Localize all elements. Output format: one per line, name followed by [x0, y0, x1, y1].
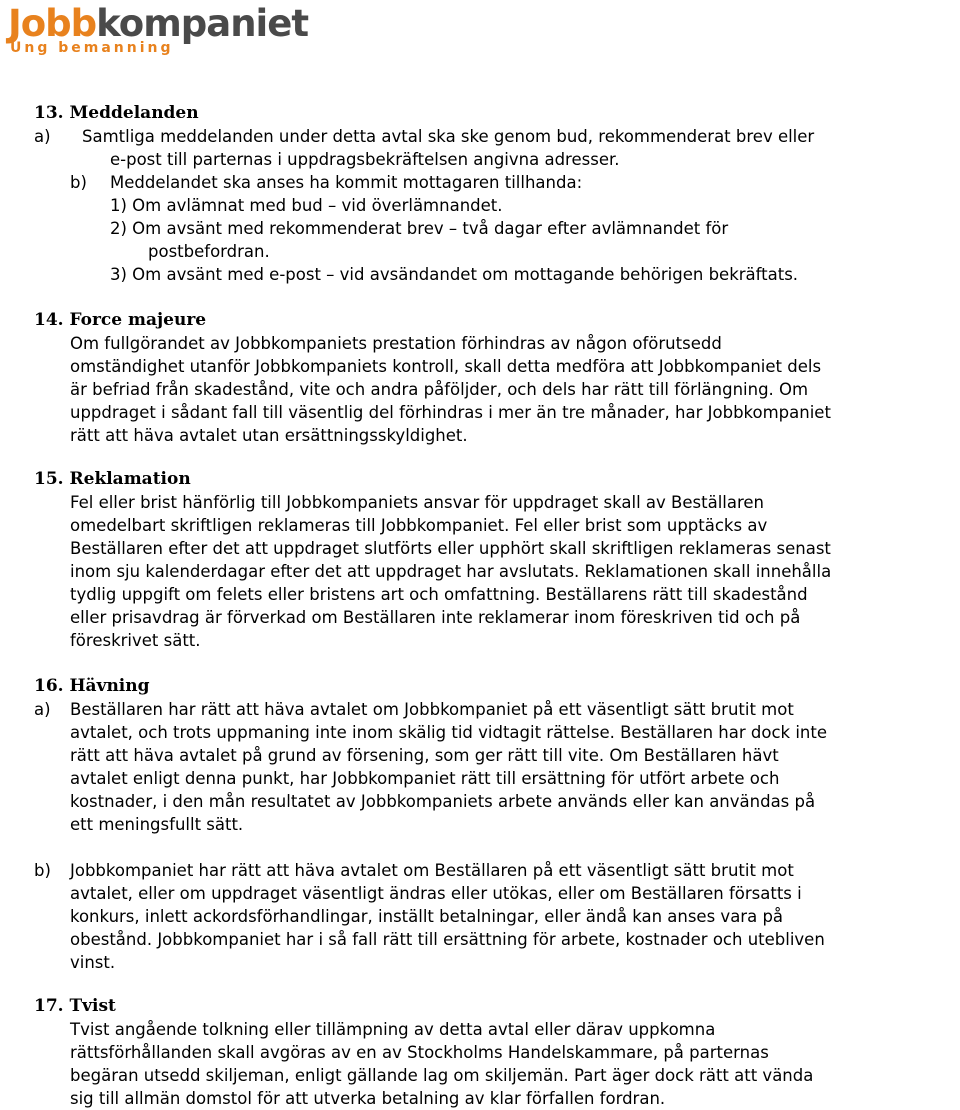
s15-line-2: omedelbart skriftligen reklameras till Jobbkompaniet. Fel eller brist som upptäcks av — [70, 516, 768, 535]
s15-line-5: tydlig uppgift om felets eller bristens art och omfattning. Beställarens rätt till skadestånd — [70, 585, 808, 604]
s15-line-3: Beställaren efter det att uppdraget slutförts eller upphört skall skriftligen reklameras senast — [70, 539, 831, 558]
logo-brand-orange: Jobb — [8, 2, 97, 45]
s13-a-marker: a) — [34, 127, 51, 146]
logo-tagline: Ung bemanning — [10, 40, 174, 56]
s13-item-2-line-1: 2) Om avsänt med rekommenderat brev – två dagar efter avlämnandet för — [110, 219, 729, 238]
s14-line-2: omständighet utanför Jobbkompaniets kontroll, skall detta medföra att Jobbkompaniet dels — [70, 357, 822, 376]
s15-line-7: föreskrivet sätt. — [70, 631, 201, 650]
s13-a-line-1: Samtliga meddelanden under detta avtal ska ske genom bud, rekommenderat brev eller — [82, 127, 815, 146]
s16-b-line-1: Jobbkompaniet har rätt att häva avtalet om Beställaren på ett väsentligt sätt brutit mot — [70, 861, 794, 880]
section-16-heading: 16. Hävning — [34, 676, 150, 696]
section-14-heading: 14. Force majeure — [34, 310, 207, 330]
s16-a-line-3: rätt att häva avtalet på grund av försening, som ger rätt till vite. Om Beställaren hävt — [70, 746, 779, 765]
section-13-heading: 13. Meddelanden — [34, 103, 199, 123]
s13-item-2-line-2: postbefordran. — [148, 242, 270, 261]
s16-b-line-3: konkurs, inlett ackordsförhandlingar, inställt betalningar, eller ändå kan anses vara på — [70, 907, 784, 926]
s16-b-line-5: vinst. — [70, 953, 116, 972]
s17-line-1: Tvist angående tolkning eller tillämpning av detta avtal eller därav uppkomna — [70, 1020, 716, 1039]
s17-line-2: rättsförhållanden skall avgöras av en av Stockholms Handelskammare, på parternas — [70, 1043, 769, 1062]
s15-line-4: inom sju kalenderdagar efter det att uppdraget har avslutats. Reklamationen skall innehålla — [70, 562, 832, 581]
s15-line-6: eller prisavdrag är förverkad om Beställaren inte reklamerar inom föreskriven tid och på — [70, 608, 801, 627]
section-15-heading: 15. Reklamation — [34, 469, 191, 489]
s16-b-marker: b) — [34, 861, 51, 880]
s16-a-line-4: avtalet enligt denna punkt, har Jobbkompaniet rätt till ersättning för utfört arbete och — [70, 769, 780, 788]
s16-a-marker: a) — [34, 700, 51, 719]
s17-line-3: begäran utsedd skiljeman, enligt gällande lag om skiljemän. Part äger dock rätt att vända — [70, 1066, 814, 1085]
section-17-heading: 17. Tvist — [34, 996, 116, 1016]
s16-b-line-2: avtalet, eller om uppdraget väsentligt ändras eller utökas, eller om Beställaren försatts i — [70, 884, 802, 903]
s13-a-line-2: e-post till parternas i uppdragsbekräftelsen angivna adresser. — [110, 150, 620, 169]
s16-b-line-4: obestånd. Jobbkompaniet har i så fall rätt till ersättning för arbete, kostnader och utebliven — [70, 930, 825, 949]
s14-line-3: är befriad från skadestånd, vite och andra påföljder, och dels har rätt till förlängning. Om — [70, 380, 809, 399]
logo-brand-gray: kompaniet — [96, 2, 309, 45]
logo-wordmark — [8, 4, 308, 44]
s13-item-3: 3) Om avsänt med e-post – vid avsändandet om mottagande behörigen bekräftats. — [110, 265, 799, 284]
s14-line-4: uppdraget i sådant fall till väsentlig del förhindras i mer än tre månader, har Jobbkompaniet — [70, 403, 831, 422]
s17-line-4: sig till allmän domstol för att utverka betalning av klar förfallen fordran. — [70, 1089, 666, 1108]
s13-b-marker: b) — [70, 173, 87, 192]
s13-b-line-1: Meddelandet ska anses ha kommit mottagaren tillhanda: — [110, 173, 583, 192]
s16-a-line-2: avtalet, och trots uppmaning inte inom skälig tid vidtagit rättelse. Beställaren har dock inte — [70, 723, 828, 742]
s13-item-1: 1) Om avlämnat med bud – vid överlämnandet. — [110, 196, 503, 215]
s16-a-line-5: kostnader, i den mån resultatet av Jobbkompaniets arbete används eller kan användas på — [70, 792, 816, 811]
s15-line-1: Fel eller brist hänförlig till Jobbkompaniets ansvar för uppdraget skall av Beställaren — [70, 493, 764, 512]
s14-line-5: rätt att häva avtalet utan ersättningsskyldighet. — [70, 426, 468, 445]
company-logo — [8, 4, 308, 58]
s14-line-1: Om fullgörandet av Jobbkompaniets prestation förhindras av någon oförutsedd — [70, 334, 722, 353]
s16-a-line-6: ett meningsfullt sätt. — [70, 815, 244, 834]
s16-a-line-1: Beställaren har rätt att häva avtalet om Jobbkompaniet på ett väsentligt sätt brutit mot — [70, 700, 794, 719]
